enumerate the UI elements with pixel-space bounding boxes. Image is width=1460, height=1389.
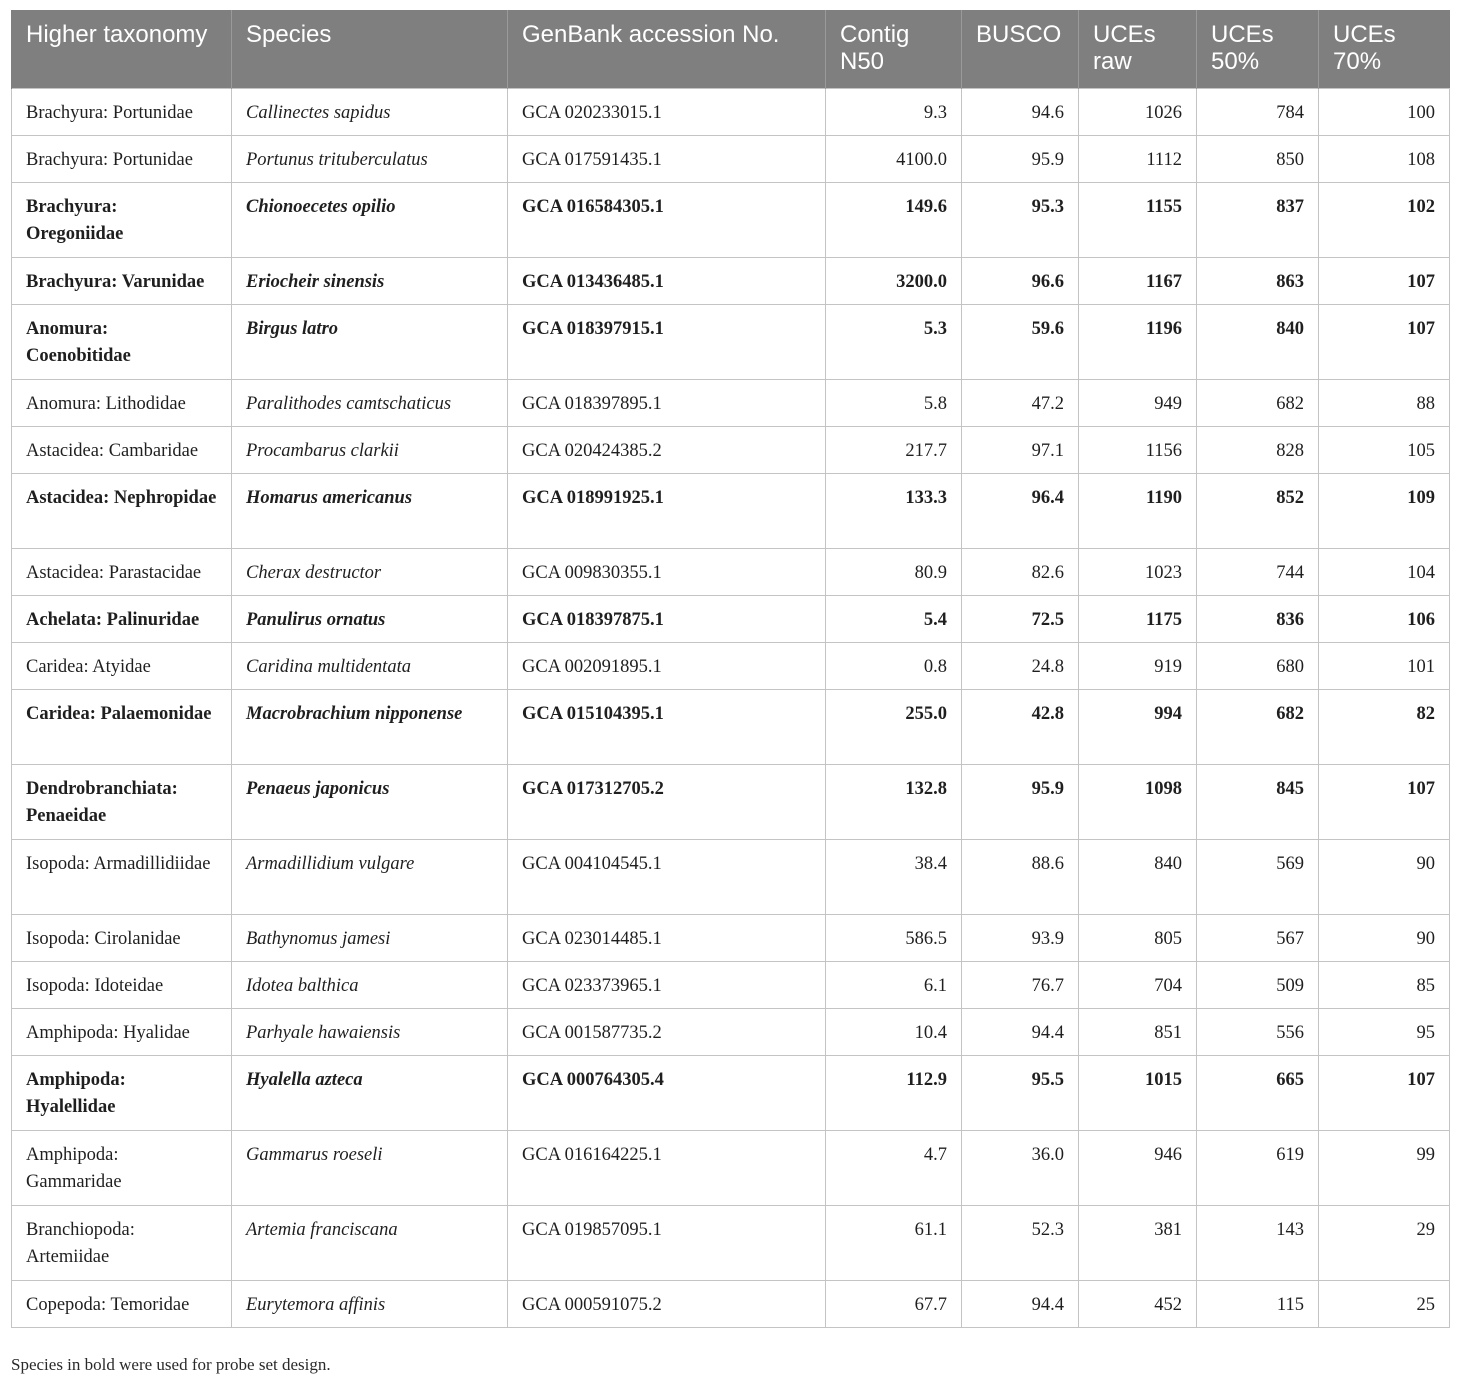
cell-accession: GCA 016584305.1 [508, 183, 826, 258]
cell-uces-70: 102 [1319, 183, 1450, 258]
cell-accession: GCA 018397875.1 [508, 596, 826, 643]
cell-uces-raw: 1015 [1079, 1056, 1197, 1131]
cell-uces-50: 556 [1197, 1009, 1319, 1056]
header-row [12, 10, 1450, 89]
cell-species: Homarus americanus [232, 474, 508, 549]
cell-busco: 96.6 [962, 258, 1079, 305]
table-row [12, 840, 1450, 915]
cell-uces-50: 840 [1197, 305, 1319, 380]
cell-uces-70: 104 [1319, 549, 1450, 596]
cell-busco: 94.4 [962, 1009, 1079, 1056]
cell-uces-70: 107 [1319, 305, 1450, 380]
cell-busco: 94.6 [962, 89, 1079, 136]
cell-uces-raw: 1098 [1079, 765, 1197, 840]
cell-accession: GCA 002091895.1 [508, 643, 826, 690]
cell-contig-n50: 80.9 [826, 549, 962, 596]
genome-assembly-table [11, 10, 1450, 1328]
table-row [12, 1131, 1450, 1206]
cell-uces-raw: 994 [1079, 690, 1197, 765]
cell-contig-n50: 10.4 [826, 1009, 962, 1056]
cell-accession: GCA 001587735.2 [508, 1009, 826, 1056]
cell-busco: 95.5 [962, 1056, 1079, 1131]
table-row [12, 427, 1450, 474]
table-row [12, 1206, 1450, 1281]
cell-contig-n50: 5.3 [826, 305, 962, 380]
cell-uces-50: 509 [1197, 962, 1319, 1009]
cell-busco: 42.8 [962, 690, 1079, 765]
cell-contig-n50: 67.7 [826, 1281, 962, 1328]
cell-busco: 96.4 [962, 474, 1079, 549]
cell-uces-50: 682 [1197, 690, 1319, 765]
cell-taxonomy: Isopoda: Idoteidae [12, 962, 232, 1009]
cell-contig-n50: 217.7 [826, 427, 962, 474]
cell-accession: GCA 018397915.1 [508, 305, 826, 380]
cell-uces-70: 95 [1319, 1009, 1450, 1056]
cell-contig-n50: 0.8 [826, 643, 962, 690]
cell-uces-50: 115 [1197, 1281, 1319, 1328]
cell-uces-raw: 704 [1079, 962, 1197, 1009]
cell-taxonomy: Astacidea: Cambaridae [12, 427, 232, 474]
col-header-species: Species [232, 10, 508, 89]
cell-species: Idotea balthica [232, 962, 508, 1009]
cell-accession: GCA 015104395.1 [508, 690, 826, 765]
col-header-higher-taxonomy: Higher taxonomy [12, 10, 232, 89]
cell-species: Eriocheir sinensis [232, 258, 508, 305]
cell-uces-raw: 1156 [1079, 427, 1197, 474]
table-row [12, 1281, 1450, 1328]
table-row [12, 549, 1450, 596]
table-row [12, 305, 1450, 380]
cell-contig-n50: 255.0 [826, 690, 962, 765]
table-row [12, 474, 1450, 549]
cell-taxonomy: Amphipoda: Gammaridae [12, 1131, 232, 1206]
cell-uces-70: 107 [1319, 258, 1450, 305]
cell-species: Callinectes sapidus [232, 89, 508, 136]
cell-uces-raw: 1026 [1079, 89, 1197, 136]
cell-taxonomy: Brachyura: Portunidae [12, 136, 232, 183]
cell-contig-n50: 6.1 [826, 962, 962, 1009]
cell-taxonomy: Brachyura: Varunidae [12, 258, 232, 305]
cell-uces-70: 85 [1319, 962, 1450, 1009]
cell-busco: 52.3 [962, 1206, 1079, 1281]
cell-species: Procambarus clarkii [232, 427, 508, 474]
cell-accession: GCA 020233015.1 [508, 89, 826, 136]
cell-uces-70: 99 [1319, 1131, 1450, 1206]
cell-uces-50: 837 [1197, 183, 1319, 258]
cell-taxonomy: Isopoda: Cirolanidae [12, 915, 232, 962]
cell-species: Portunus trituberculatus [232, 136, 508, 183]
cell-taxonomy: Anomura: Coenobitidae [12, 305, 232, 380]
cell-uces-raw: 1190 [1079, 474, 1197, 549]
cell-taxonomy: Astacidea: Parastacidae [12, 549, 232, 596]
cell-accession: GCA 016164225.1 [508, 1131, 826, 1206]
cell-busco: 95.3 [962, 183, 1079, 258]
cell-uces-50: 143 [1197, 1206, 1319, 1281]
cell-uces-50: 744 [1197, 549, 1319, 596]
table-row [12, 380, 1450, 427]
cell-species: Eurytemora affinis [232, 1281, 508, 1328]
cell-busco: 72.5 [962, 596, 1079, 643]
cell-busco: 76.7 [962, 962, 1079, 1009]
cell-uces-70: 107 [1319, 1056, 1450, 1131]
cell-uces-raw: 1175 [1079, 596, 1197, 643]
table-row [12, 915, 1450, 962]
cell-accession: GCA 018991925.1 [508, 474, 826, 549]
cell-uces-70: 29 [1319, 1206, 1450, 1281]
cell-contig-n50: 38.4 [826, 840, 962, 915]
cell-busco: 59.6 [962, 305, 1079, 380]
cell-uces-50: 850 [1197, 136, 1319, 183]
cell-taxonomy: Isopoda: Armadillidiidae [12, 840, 232, 915]
cell-species: Artemia franciscana [232, 1206, 508, 1281]
cell-uces-raw: 946 [1079, 1131, 1197, 1206]
cell-uces-50: 619 [1197, 1131, 1319, 1206]
cell-uces-70: 101 [1319, 643, 1450, 690]
cell-taxonomy: Amphipoda: Hyalellidae [12, 1056, 232, 1131]
cell-accession: GCA 017591435.1 [508, 136, 826, 183]
cell-uces-raw: 805 [1079, 915, 1197, 962]
cell-species: Birgus latro [232, 305, 508, 380]
cell-uces-70: 25 [1319, 1281, 1450, 1328]
cell-uces-raw: 452 [1079, 1281, 1197, 1328]
cell-busco: 47.2 [962, 380, 1079, 427]
cell-uces-50: 567 [1197, 915, 1319, 962]
cell-busco: 88.6 [962, 840, 1079, 915]
cell-species: Hyalella azteca [232, 1056, 508, 1131]
cell-busco: 97.1 [962, 427, 1079, 474]
cell-accession: GCA 000764305.4 [508, 1056, 826, 1131]
cell-contig-n50: 5.8 [826, 380, 962, 427]
cell-taxonomy: Brachyura: Portunidae [12, 89, 232, 136]
cell-contig-n50: 133.3 [826, 474, 962, 549]
table-row [12, 690, 1450, 765]
col-header-genbank-accession: GenBank accession No. [508, 10, 826, 89]
cell-species: Penaeus japonicus [232, 765, 508, 840]
table-row [12, 643, 1450, 690]
col-header-uces-raw: UCEs raw [1079, 10, 1197, 89]
cell-taxonomy: Caridea: Atyidae [12, 643, 232, 690]
cell-contig-n50: 9.3 [826, 89, 962, 136]
cell-contig-n50: 112.9 [826, 1056, 962, 1131]
table-row [12, 596, 1450, 643]
cell-taxonomy: Achelata: Palinuridae [12, 596, 232, 643]
cell-uces-70: 82 [1319, 690, 1450, 765]
table-row [12, 962, 1450, 1009]
table-body [12, 89, 1450, 1328]
col-header-busco: BUSCO [962, 10, 1079, 89]
cell-uces-50: 784 [1197, 89, 1319, 136]
cell-species: Caridina multidentata [232, 643, 508, 690]
cell-species: Armadillidium vulgare [232, 840, 508, 915]
cell-uces-raw: 840 [1079, 840, 1197, 915]
cell-taxonomy: Astacidea: Nephropidae [12, 474, 232, 549]
cell-uces-raw: 381 [1079, 1206, 1197, 1281]
col-header-uces-70: UCEs 70% [1319, 10, 1450, 89]
cell-contig-n50: 3200.0 [826, 258, 962, 305]
col-header-contig-n50: Contig N50 [826, 10, 962, 89]
cell-uces-raw: 1167 [1079, 258, 1197, 305]
cell-uces-70: 108 [1319, 136, 1450, 183]
cell-uces-70: 88 [1319, 380, 1450, 427]
cell-contig-n50: 149.6 [826, 183, 962, 258]
cell-uces-raw: 851 [1079, 1009, 1197, 1056]
cell-uces-70: 109 [1319, 474, 1450, 549]
cell-busco: 95.9 [962, 765, 1079, 840]
cell-busco: 95.9 [962, 136, 1079, 183]
cell-contig-n50: 5.4 [826, 596, 962, 643]
cell-contig-n50: 586.5 [826, 915, 962, 962]
cell-uces-raw: 919 [1079, 643, 1197, 690]
cell-species: Panulirus ornatus [232, 596, 508, 643]
cell-accession: GCA 009830355.1 [508, 549, 826, 596]
table-row [12, 183, 1450, 258]
cell-busco: 93.9 [962, 915, 1079, 962]
cell-uces-50: 569 [1197, 840, 1319, 915]
cell-uces-50: 845 [1197, 765, 1319, 840]
cell-uces-70: 90 [1319, 840, 1450, 915]
cell-uces-70: 100 [1319, 89, 1450, 136]
cell-uces-70: 106 [1319, 596, 1450, 643]
cell-uces-50: 665 [1197, 1056, 1319, 1131]
table-row [12, 136, 1450, 183]
cell-uces-raw: 1155 [1079, 183, 1197, 258]
cell-uces-50: 680 [1197, 643, 1319, 690]
table-row [12, 1009, 1450, 1056]
cell-accession: GCA 018397895.1 [508, 380, 826, 427]
cell-uces-50: 682 [1197, 380, 1319, 427]
table-row [12, 765, 1450, 840]
table-row [12, 89, 1450, 136]
cell-uces-raw: 1023 [1079, 549, 1197, 596]
cell-accession: GCA 023014485.1 [508, 915, 826, 962]
cell-taxonomy: Amphipoda: Hyalidae [12, 1009, 232, 1056]
cell-taxonomy: Copepoda: Temoridae [12, 1281, 232, 1328]
cell-uces-50: 828 [1197, 427, 1319, 474]
cell-contig-n50: 132.8 [826, 765, 962, 840]
cell-taxonomy: Caridea: Palaemonidae [12, 690, 232, 765]
cell-uces-50: 863 [1197, 258, 1319, 305]
col-header-uces-50: UCEs 50% [1197, 10, 1319, 89]
table-row [12, 1056, 1450, 1131]
cell-contig-n50: 61.1 [826, 1206, 962, 1281]
cell-contig-n50: 4100.0 [826, 136, 962, 183]
cell-taxonomy: Dendrobranchiata: Penaeidae [12, 765, 232, 840]
cell-accession: GCA 023373965.1 [508, 962, 826, 1009]
cell-accession: GCA 019857095.1 [508, 1206, 826, 1281]
cell-taxonomy: Brachyura: Oregoniidae [12, 183, 232, 258]
cell-species: Chionoecetes opilio [232, 183, 508, 258]
table-row [12, 258, 1450, 305]
cell-uces-50: 836 [1197, 596, 1319, 643]
cell-busco: 82.6 [962, 549, 1079, 596]
cell-accession: GCA 017312705.2 [508, 765, 826, 840]
cell-uces-70: 90 [1319, 915, 1450, 962]
cell-uces-70: 105 [1319, 427, 1450, 474]
cell-taxonomy: Branchiopoda: Artemiidae [12, 1206, 232, 1281]
cell-accession: GCA 020424385.2 [508, 427, 826, 474]
cell-species: Paralithodes camtschaticus [232, 380, 508, 427]
cell-accession: GCA 000591075.2 [508, 1281, 826, 1328]
cell-species: Bathynomus jamesi [232, 915, 508, 962]
cell-species: Parhyale hawaiensis [232, 1009, 508, 1056]
cell-busco: 94.4 [962, 1281, 1079, 1328]
cell-busco: 24.8 [962, 643, 1079, 690]
cell-uces-raw: 1112 [1079, 136, 1197, 183]
cell-contig-n50: 4.7 [826, 1131, 962, 1206]
cell-accession: GCA 013436485.1 [508, 258, 826, 305]
cell-species: Gammarus roeseli [232, 1131, 508, 1206]
cell-taxonomy: Anomura: Lithodidae [12, 380, 232, 427]
cell-accession: GCA 004104545.1 [508, 840, 826, 915]
cell-uces-70: 107 [1319, 765, 1450, 840]
table-footnote: Species in bold were used for probe set design. [11, 1355, 331, 1374]
cell-uces-raw: 949 [1079, 380, 1197, 427]
cell-busco: 36.0 [962, 1131, 1079, 1206]
cell-species: Cherax destructor [232, 549, 508, 596]
cell-species: Macrobrachium nipponense [232, 690, 508, 765]
cell-uces-50: 852 [1197, 474, 1319, 549]
cell-uces-raw: 1196 [1079, 305, 1197, 380]
